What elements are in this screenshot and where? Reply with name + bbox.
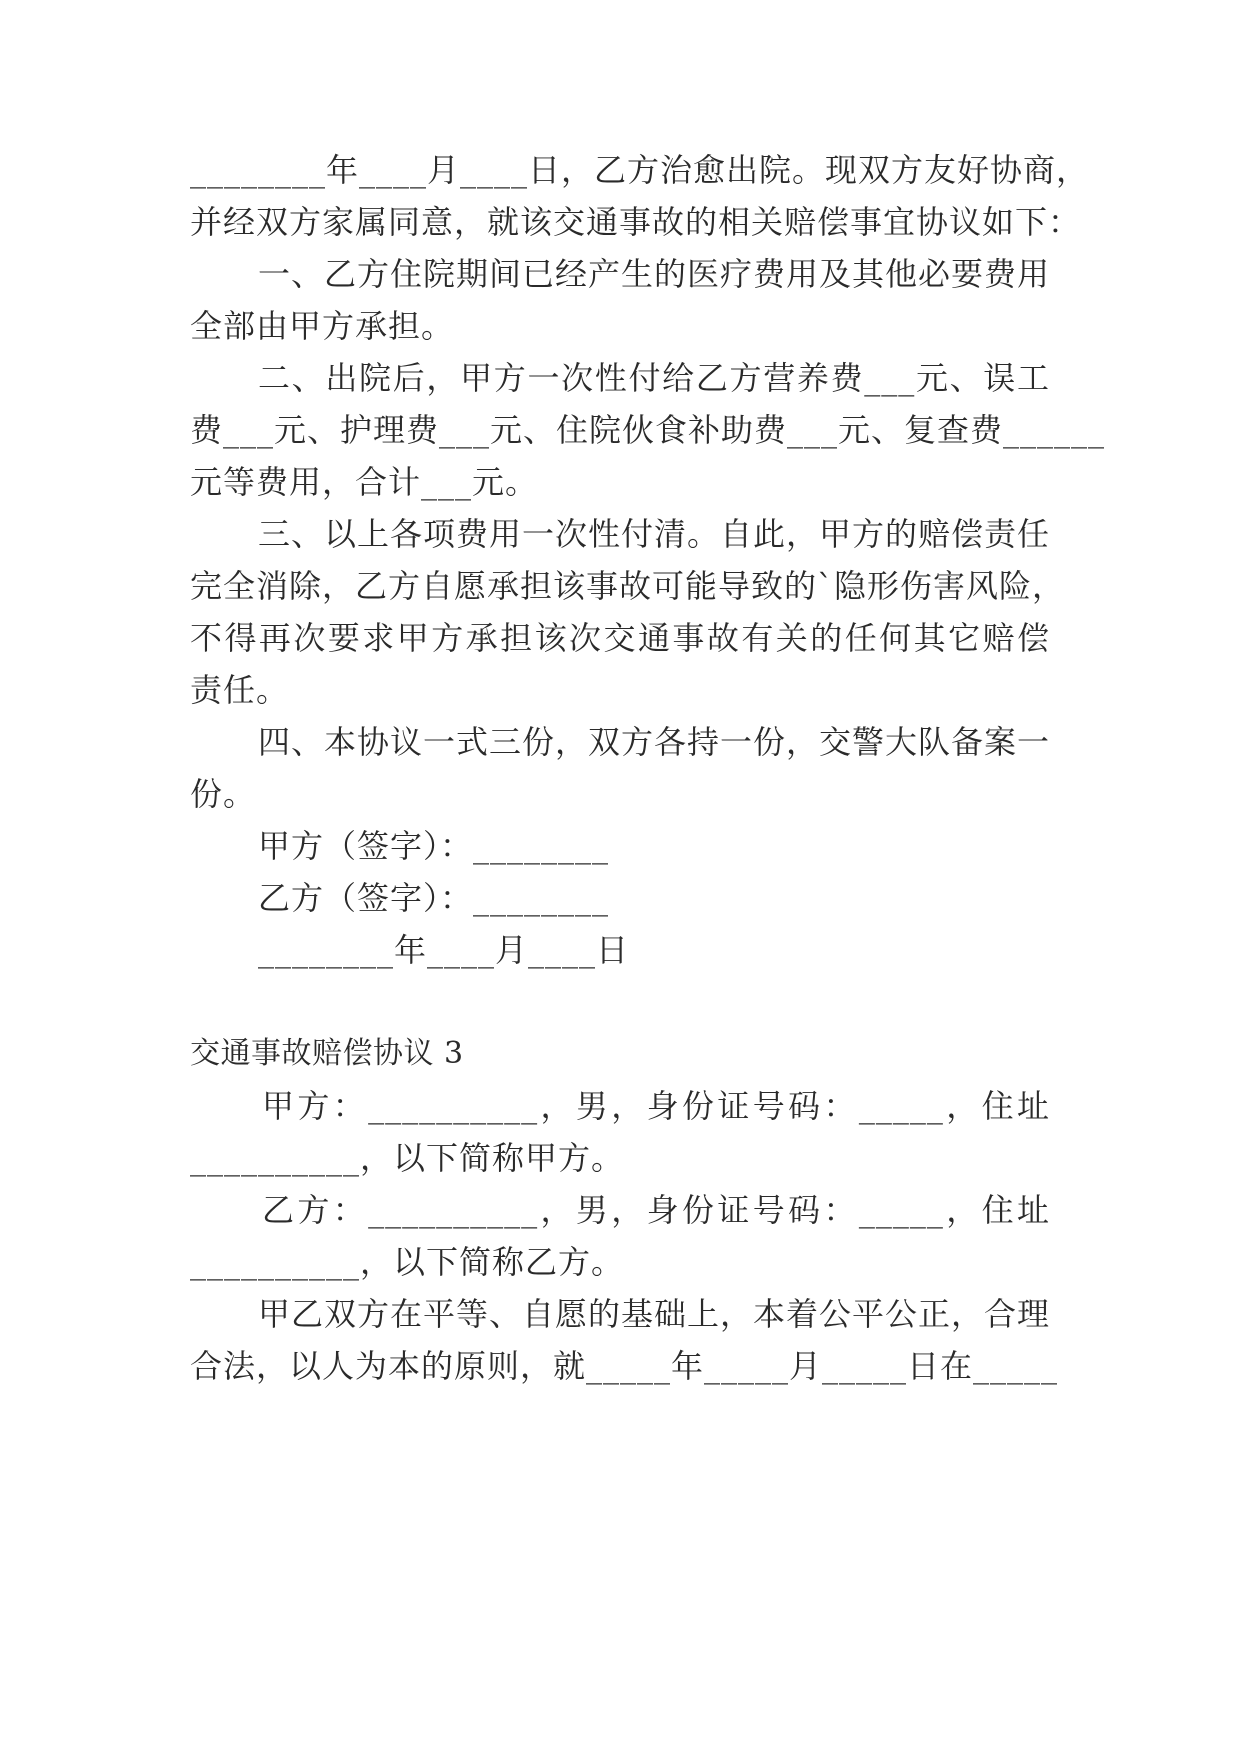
paragraph-line: 份。 xyxy=(190,775,257,813)
paragraph-line: ________年____月____日，乙方治愈出院。现双方友好协商， xyxy=(190,151,1090,189)
paragraph-line: __________，以下简称甲方。 xyxy=(190,1139,625,1177)
party-b-info: 乙方：__________，男，身份证号码：_____，住址 xyxy=(262,1191,1050,1229)
preamble-paragraph: 甲乙双方在平等、自愿的基础上，本着公平公正，合理 xyxy=(258,1295,1051,1333)
clause-three: 三、以上各项费用一次性付清。自此，甲方的赔偿责任 xyxy=(258,515,1051,553)
paragraph-line: 不得再次要求甲方承担该次交通事故有关的任何其它赔偿 xyxy=(190,619,1050,657)
paragraph-line: 责任。 xyxy=(190,671,290,709)
party-b-signature: 乙方（签字）：________ xyxy=(258,879,610,917)
party-a-signature: 甲方（签字）：________ xyxy=(258,827,610,865)
clause-two: 二、出院后，甲方一次性付给乙方营养费___元、误工 xyxy=(258,359,1050,397)
clause-one: 一、乙方住院期间已经产生的医疗费用及其他必要费用 xyxy=(258,255,1051,293)
clause-four: 四、本协议一式三份，双方各持一份，交警大队备案一 xyxy=(258,723,1051,761)
paragraph-line: 元等费用，合计___元。 xyxy=(190,463,539,501)
paragraph-line: 合法，以人为本的原则，就_____年_____月_____日在_____ xyxy=(190,1347,1059,1385)
paragraph-line: __________，以下简称乙方。 xyxy=(190,1243,625,1281)
section-title: 交通事故赔偿协议 3 xyxy=(190,1036,464,1071)
paragraph-line: 全部由甲方承担。 xyxy=(190,307,455,345)
paragraph-line: 完全消除，乙方自愿承担该事故可能导致的`隐形伤害风险， xyxy=(190,567,1066,605)
paragraph-line: 并经双方家属同意，就该交通事故的相关赔偿事宜协议如下： xyxy=(190,203,1082,241)
party-a-info: 甲方：__________，男，身份证号码：_____，住址 xyxy=(262,1087,1050,1125)
paragraph-line: 费___元、护理费___元、住院伙食补助费___元、复查费______ xyxy=(190,411,1106,449)
signature-date: ________年____月____日 xyxy=(258,931,630,969)
